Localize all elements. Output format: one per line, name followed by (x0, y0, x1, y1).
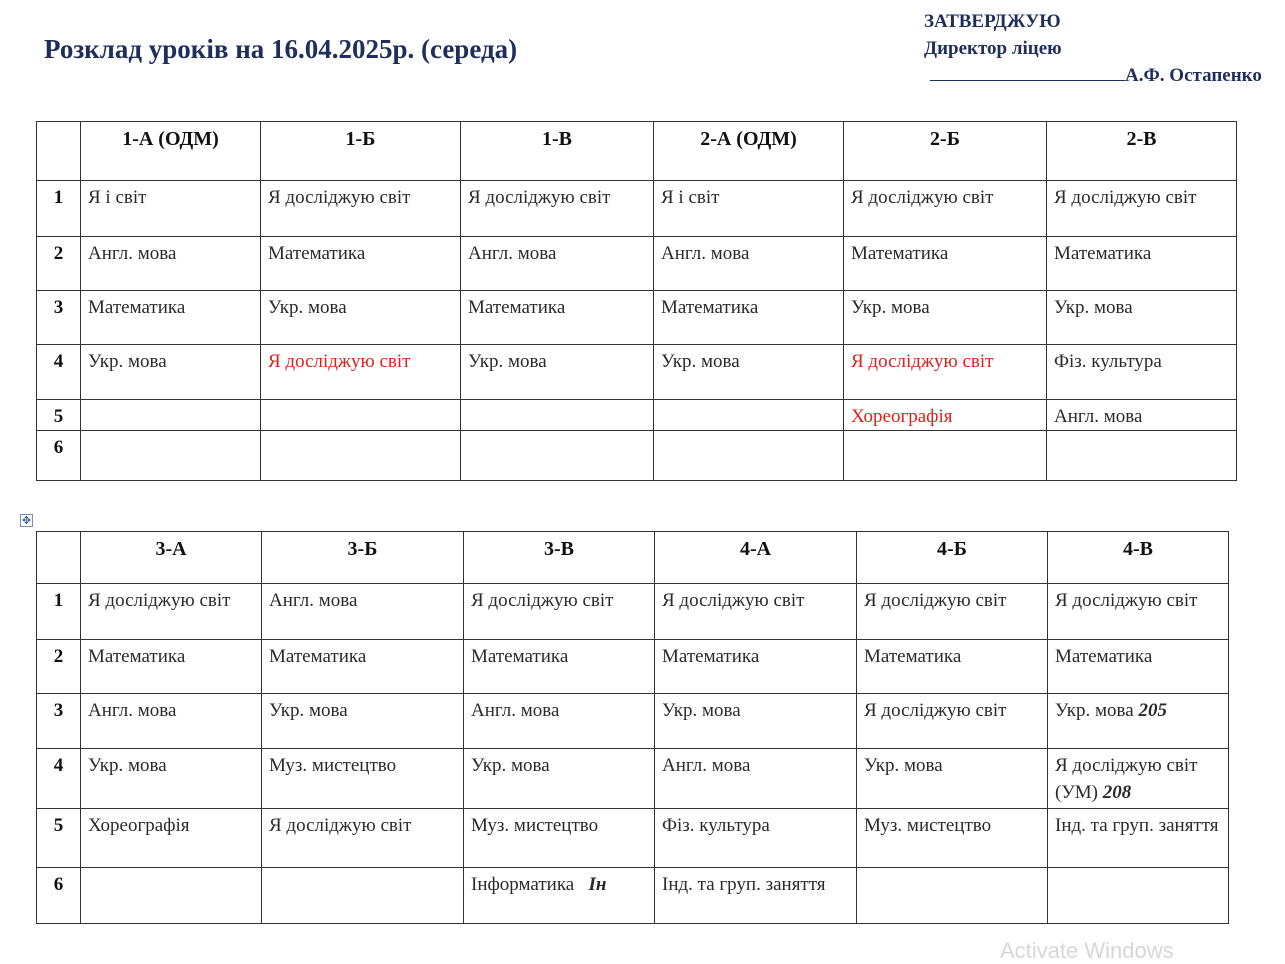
lesson-cell: Я досліджую світ (1047, 181, 1237, 237)
lesson-cell: Математика (857, 640, 1048, 694)
lesson-cell: Я і світ (654, 181, 844, 237)
approval-signature-row (924, 62, 1262, 89)
subject-text: Я досліджую світ (УМ) (1055, 755, 1198, 803)
lesson-cell: Муз. мистецтво (857, 809, 1048, 868)
lesson-cell (262, 868, 464, 924)
approval-heading: ЗАТВЕРДЖУЮ (924, 11, 1061, 32)
approval-signature-name: А.Ф. Остапенко (1125, 65, 1262, 86)
table-row (37, 868, 1229, 924)
class-header: 1-Б (261, 122, 461, 181)
lesson-cell: Укр. мова (81, 749, 262, 809)
schedule-table-grades-3-4 (36, 531, 1229, 924)
lesson-cell: Укр. мова (461, 345, 654, 400)
table-row (37, 694, 1229, 749)
table-row (37, 400, 1237, 431)
lesson-number: 3 (37, 291, 81, 345)
lesson-cell: Математика (81, 291, 261, 345)
lesson-cell: Математика (81, 640, 262, 694)
table-row (37, 749, 1229, 809)
lesson-cell-changed: Я досліджую світ (844, 345, 1047, 400)
lesson-number: 6 (37, 431, 81, 481)
approval-stamp (924, 8, 1262, 89)
lesson-cell: Математика (261, 237, 461, 291)
signature-line (930, 62, 1125, 81)
lesson-number: 4 (37, 345, 81, 400)
class-header: 2-В (1047, 122, 1237, 181)
class-header: 2-Б (844, 122, 1047, 181)
subject-text: Інформатика (471, 874, 575, 895)
lesson-cell: Я досліджую світ (857, 694, 1048, 749)
lesson-cell: Я досліджую світ (261, 181, 461, 237)
lesson-number: 2 (37, 237, 81, 291)
table-row (37, 431, 1237, 481)
table-row (37, 291, 1237, 345)
class-header: 3-А (81, 532, 262, 584)
lesson-cell (654, 400, 844, 431)
lesson-cell: Укр. мова (1047, 291, 1237, 345)
lesson-cell (844, 431, 1047, 481)
lesson-cell (1048, 868, 1229, 924)
lesson-cell: Математика (844, 237, 1047, 291)
lesson-cell (461, 431, 654, 481)
class-header: 3-В (464, 532, 655, 584)
table-row (37, 345, 1237, 400)
table-header-row (37, 532, 1229, 584)
lesson-cell (261, 400, 461, 431)
lesson-cell: Укр. мова (81, 345, 261, 400)
table-row (37, 809, 1229, 868)
lesson-cell: Я досліджую світ (1048, 584, 1229, 640)
lesson-cell: Я досліджую світ (464, 584, 655, 640)
lesson-cell: Укр. мова (655, 694, 857, 749)
approval-position: Директор ліцею (924, 38, 1062, 59)
lesson-cell: Я досліджую світ (844, 181, 1047, 237)
lesson-cell-with-room (1048, 694, 1229, 749)
lesson-cell (261, 431, 461, 481)
activation-watermark: Activate Windows (1000, 938, 1174, 963)
class-header: 4-А (655, 532, 857, 584)
room-number: 208 (1102, 782, 1132, 803)
lesson-cell-with-room (464, 868, 655, 924)
table-header-row (37, 122, 1237, 181)
lesson-cell: Математика (1048, 640, 1229, 694)
lesson-cell: Англ. мова (81, 694, 262, 749)
lesson-cell: Фіз. культура (655, 809, 857, 868)
class-header: 3-Б (262, 532, 464, 584)
table-row (37, 181, 1237, 237)
subject-text: Укр. мова (1055, 700, 1134, 721)
lesson-cell (81, 868, 262, 924)
class-header: 4-В (1048, 532, 1229, 584)
lesson-cell: Математика (461, 291, 654, 345)
lesson-cell: Я досліджую світ (461, 181, 654, 237)
lesson-number: 4 (37, 749, 81, 809)
page-title: Розклад уроків на 16.04.2025р. (середа) (44, 34, 518, 64)
lesson-cell: Математика (262, 640, 464, 694)
lesson-cell-with-room (1048, 749, 1229, 809)
lesson-cell: Укр. мова (654, 345, 844, 400)
lesson-cell: Укр. мова (261, 291, 461, 345)
lesson-cell: Фіз. культура (1047, 345, 1237, 400)
lesson-cell (1047, 431, 1237, 481)
lesson-cell: Муз. мистецтво (464, 809, 655, 868)
lesson-cell: Англ. мова (461, 237, 654, 291)
lesson-cell: Я і світ (81, 181, 261, 237)
lesson-cell: Хореографія (81, 809, 262, 868)
lesson-cell: Укр. мова (262, 694, 464, 749)
lesson-cell: Укр. мова (844, 291, 1047, 345)
lesson-cell: Я досліджую світ (857, 584, 1048, 640)
lesson-cell: Англ. мова (81, 237, 261, 291)
class-header: 1-В (461, 122, 654, 181)
lesson-cell: Математика (464, 640, 655, 694)
lesson-cell (461, 400, 654, 431)
lesson-number: 5 (37, 400, 81, 431)
table-move-handle-icon[interactable]: ✥ (21, 515, 32, 527)
schedule-table-grades-1-2 (36, 121, 1237, 481)
lesson-cell: Англ. мова (262, 584, 464, 640)
lesson-cell: Математика (1047, 237, 1237, 291)
lesson-cell: Укр. мова (464, 749, 655, 809)
class-header: 1-А (ОДМ) (81, 122, 261, 181)
lesson-cell: Англ. мова (464, 694, 655, 749)
lesson-cell (654, 431, 844, 481)
lesson-cell-changed: Хореографія (844, 400, 1047, 431)
corner-cell (37, 532, 81, 584)
corner-cell (37, 122, 81, 181)
class-header: 4-Б (857, 532, 1048, 584)
lesson-cell (81, 400, 261, 431)
lesson-cell (81, 431, 261, 481)
class-header: 2-А (ОДМ) (654, 122, 844, 181)
table-row (37, 584, 1229, 640)
room-number: 205 (1138, 700, 1167, 721)
lesson-cell-changed: Я досліджую світ (261, 345, 461, 400)
table-row (37, 640, 1229, 694)
lesson-cell: Англ. мова (654, 237, 844, 291)
lesson-number: 1 (37, 181, 81, 237)
lesson-number: 1 (37, 584, 81, 640)
lesson-number: 5 (37, 809, 81, 868)
lesson-number: 3 (37, 694, 81, 749)
lesson-number: 2 (37, 640, 81, 694)
lesson-cell: Інд. та груп. заняття (1048, 809, 1229, 868)
lesson-cell: Англ. мова (655, 749, 857, 809)
lesson-number: 6 (37, 868, 81, 924)
lesson-cell: Математика (655, 640, 857, 694)
lesson-cell: Математика (654, 291, 844, 345)
lesson-cell (857, 868, 1048, 924)
lesson-cell: Муз. мистецтво (262, 749, 464, 809)
lesson-cell: Я досліджую світ (262, 809, 464, 868)
table-row (37, 237, 1237, 291)
lesson-cell: Англ. мова (1047, 400, 1237, 431)
lesson-cell: Укр. мова (857, 749, 1048, 809)
lesson-cell: Я досліджую світ (655, 584, 857, 640)
lesson-cell: Інд. та груп. заняття (655, 868, 857, 924)
lesson-cell: Я досліджую світ (81, 584, 262, 640)
room-number: Ін (588, 874, 607, 895)
